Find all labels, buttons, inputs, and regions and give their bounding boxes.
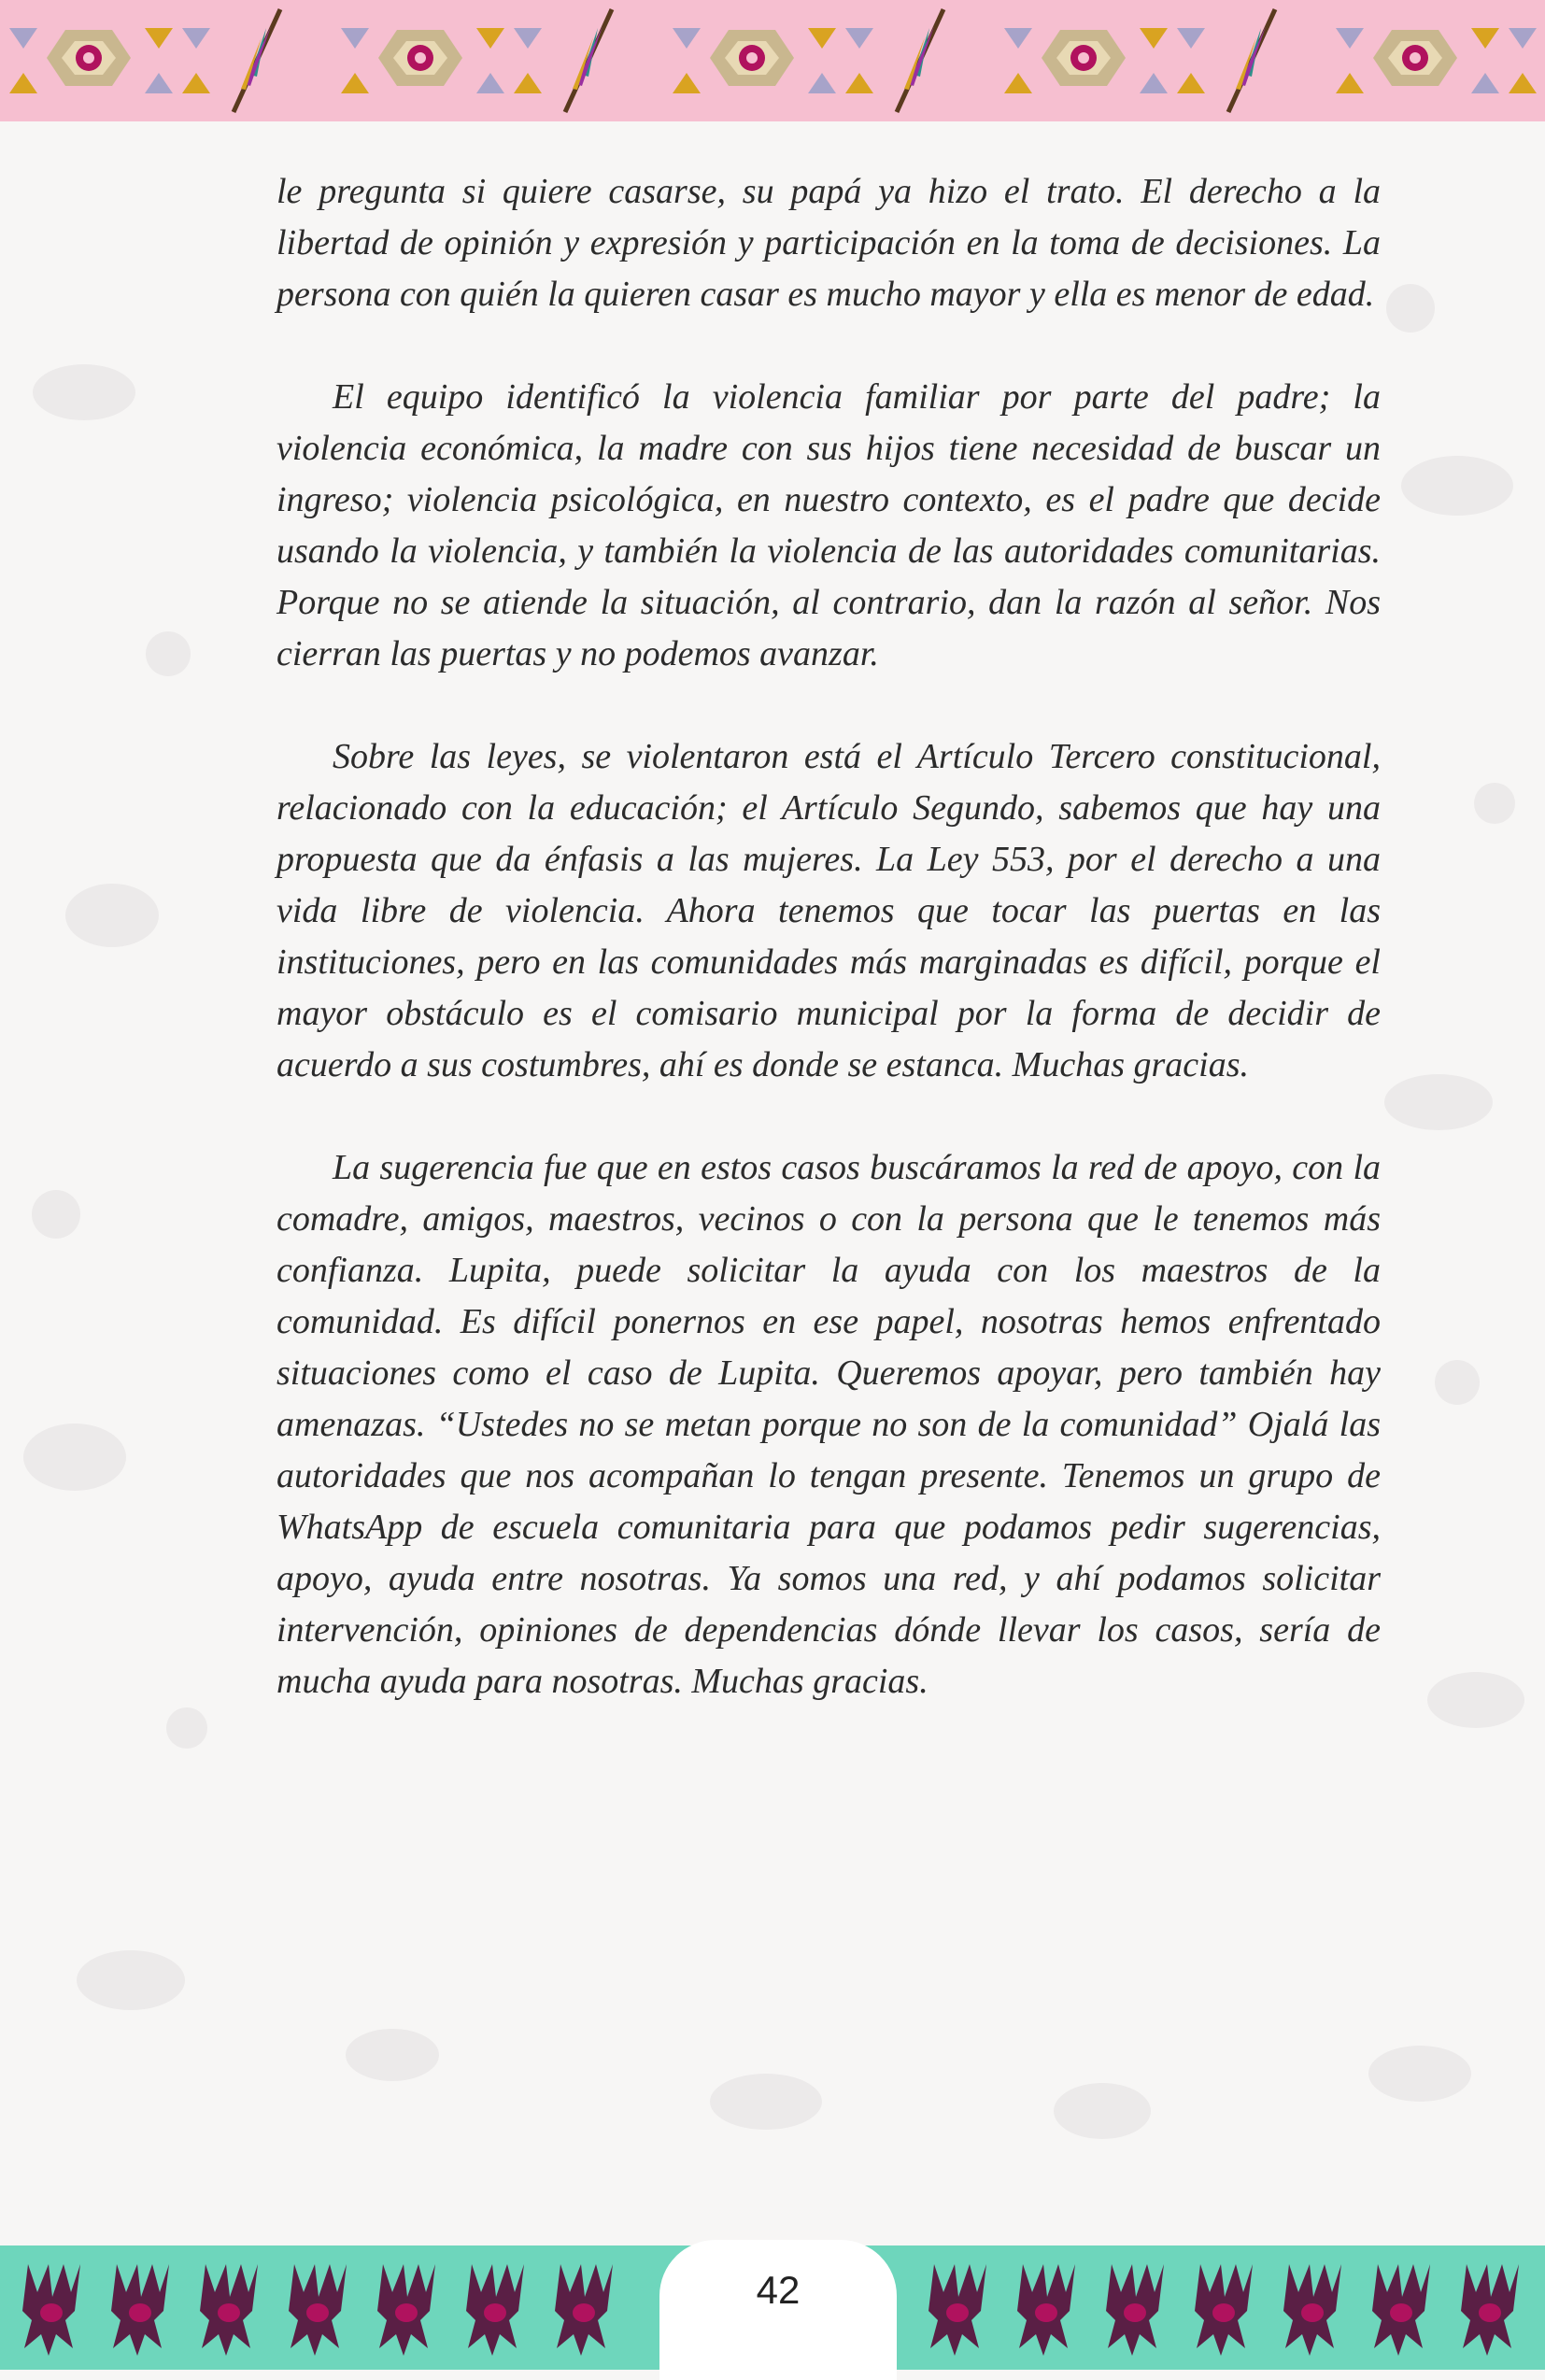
paragraph-4: La sugerencia fue que en estos casos buscáramos la red de apoyo, con la comadre, amigos, maestros, vecinos o con la persona que le tenemos más confianza. Lupita, puede solicitar la ayuda con los maestros de la comunidad. Es difícil ponernos en ese papel, nosotras hemos enfrentado situaciones como el caso de Lupita. Queremos apoyar, pero también hay amenazas. “Ustedes no se metan porque no son de la comunidad” Ojalá las autoridades que nos acompañan lo tengan presente. Tenemos un grupo de WhatsApp de escuela comunitaria para que podamos pedir sugerencias, apoyo, ayuda entre nosotras. Ya somos una red, y ahí podamos solicitar intervención, opiniones de dependencias dónde llevar los casos, sería de mucha ayuda para nosotras. Muchas gracias.	[276, 1148, 1381, 1701]
page-number: 42	[756, 2268, 801, 2312]
header-motif-icon	[0, 0, 1545, 121]
paragraph-3: Sobre las leyes, se violentaron está el Artículo Tercero constitucional, relacionado con la educación; el Artículo Segundo, sabemos que hay una propuesta que da énfasis a las mujeres. La Ley 553, por el derecho a una vida libre de violencia. Ahora tenemos que tocar las puertas en las instituciones, pero en las comunidades más marginadas es difícil, porque el mayor obstáculo es el comisario municipal por la forma de decidir de acuerdo a sus costumbres, ahí es donde se estanca. Muchas gracias.	[276, 737, 1381, 1084]
paragraph-1: le pregunta si quiere casarse, su papá ya hizo el trato. El derecho a la libertad de opinión y expresión y participación en la toma de decisiones. La persona con quién la quieren casar es mucho mayor y ella es menor de edad.	[276, 172, 1381, 314]
body-text	[276, 166, 1381, 1759]
header-decorative-band	[0, 0, 1545, 121]
paragraph-2: El equipo identificó la violencia familiar por parte del padre; la violencia económica, la madre con sus hijos tiene necesidad de buscar un ingreso; violencia psicológica, en nuestro contexto, es el padre que decide usando la violencia, y también la violencia de las autoridades comunitarias. Porque no se atiende la situación, al contrario, dan la razón al señor. Nos cierran las puertas y no podemos avanzar.	[276, 377, 1381, 673]
